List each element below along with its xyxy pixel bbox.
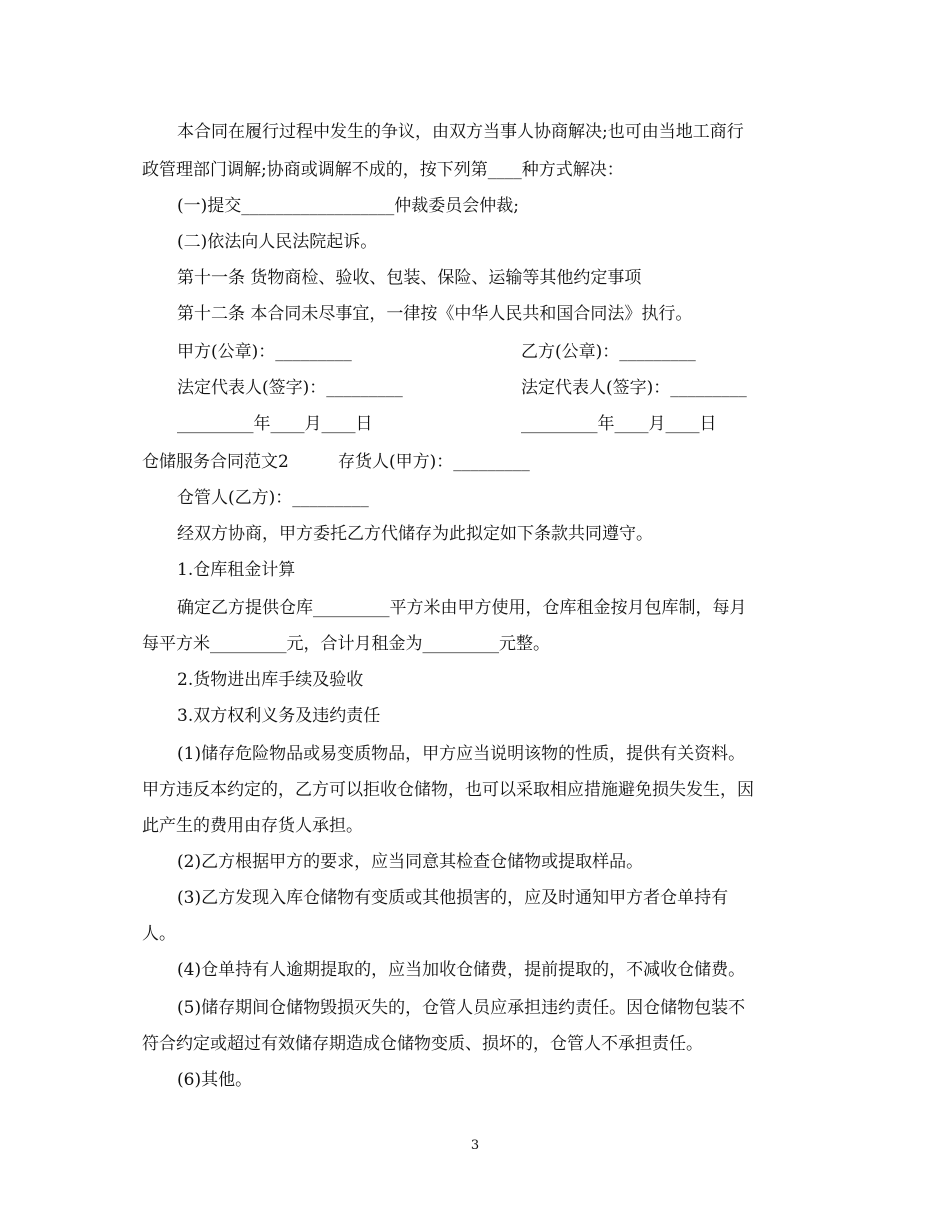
paragraph-line: 本合同在履行过程中发生的争议，由双方当事人协商解决;也可由当地工商行 <box>177 122 744 142</box>
paragraph-line: 符合约定或超过有效储存期造成仓储物变质、损坏的，仓管人不承担责任。 <box>142 1034 703 1054</box>
paragraph-line: 此产生的费用由存货人承担。 <box>142 816 363 836</box>
representative-b-signature: 法定代表人(签字)：_________ <box>521 378 747 398</box>
paragraph-line: 每平方米_________元，合计月租金为_________元整。 <box>142 634 550 654</box>
paragraph-line: 政管理部门调解;协商或调解不成的，按下列第____种方式解决： <box>142 160 624 180</box>
paragraph-line: (4)仓单持有人逾期提取的，应当加收仓储费，提前提取的，不减收仓储费。 <box>177 960 746 980</box>
paragraph-line: (二)依法向人民法院起诉。 <box>177 232 378 252</box>
paragraph-line: 3.双方权利义务及违约责任 <box>177 706 381 726</box>
paragraph-line: 2.货物进出库手续及验收 <box>177 670 364 690</box>
party-a-seal: 甲方(公章)：_________ <box>177 342 352 362</box>
paragraph-line: 人。 <box>142 924 176 944</box>
party-b-seal: 乙方(公章)：_________ <box>521 342 696 362</box>
paragraph-line: (1)储存危险物品或易变质物品，甲方应当说明该物的性质，提供有关资料。 <box>177 744 746 764</box>
paragraph-line: 第十一条 货物商检、验收、包装、保险、运输等其他约定事项 <box>177 268 642 288</box>
date-b: _________年____月____日 <box>521 414 717 434</box>
paragraph-line: (6)其他。 <box>177 1070 253 1090</box>
paragraph-line: 经双方协商，甲方委托乙方代储存为此拟定如下条款共同遵守。 <box>177 524 653 544</box>
paragraph-line: (5)储存期间仓储物毁损灭失的，仓管人员应承担违约责任。因仓储物包装不 <box>177 998 746 1018</box>
representative-a-signature: 法定代表人(签字)：_________ <box>177 378 403 398</box>
keeper-line: 仓管人(乙方)：_________ <box>177 488 369 508</box>
page-number: 3 <box>470 1138 480 1153</box>
paragraph-line: (3)乙方发现入库仓储物有变质或其他损害的，应及时通知甲方者仓单持有 <box>177 888 729 908</box>
paragraph-line: (一)提交__________________仲裁委员会仲裁; <box>177 196 519 216</box>
paragraph-line: (2)乙方根据甲方的要求，应当同意其检查仓储物或提取样品。 <box>177 852 644 872</box>
paragraph-line: 1.仓库租金计算 <box>177 560 296 580</box>
paragraph-line: 确定乙方提供仓库_________平方米由甲方使用，仓库租金按月包库制，每月 <box>177 598 747 618</box>
paragraph-line: 甲方违反本约定的，乙方可以拒收仓储物，也可以采取相应措施避免损失发生，因 <box>142 780 754 800</box>
depositor-line: 存货人(甲方)：_________ <box>338 452 530 472</box>
date-a: _________年____月____日 <box>177 414 373 434</box>
section-title: 仓储服务合同范文2 <box>142 452 289 472</box>
paragraph-line: 第十二条 本合同未尽事宜，一律按《中华人民共和国合同法》执行。 <box>177 304 693 324</box>
